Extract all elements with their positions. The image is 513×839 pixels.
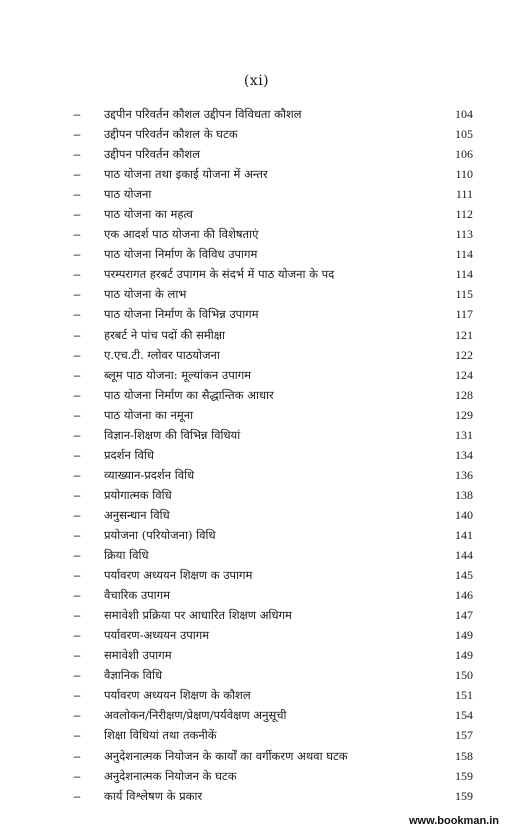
toc-entry	[0, 284, 513, 304]
toc-entry-dash: –	[73, 307, 81, 322]
toc-entry-dash: –	[73, 527, 81, 542]
toc-entry-dash: –	[73, 247, 81, 262]
toc-entry-dash: –	[73, 367, 81, 382]
toc-entry-page-number: 122	[455, 347, 473, 362]
toc-entry-title: ए.एच.टी. ग्लोवर पाठयोजना	[104, 347, 220, 362]
toc-entry	[0, 525, 513, 545]
toc-entry-dash: –	[73, 147, 81, 162]
toc-entry-page-number: 104	[455, 107, 473, 121]
toc-entry-dash: –	[73, 688, 81, 703]
toc-entry-page-number: 150	[455, 668, 473, 683]
toc-entry	[0, 124, 513, 144]
toc-entry-title: पाठ योजना तथा इकाई योजना में अन्तर	[104, 167, 268, 182]
toc-entry-dash: –	[73, 487, 81, 502]
toc-entry-page-number: 113	[455, 227, 473, 242]
toc-entry	[0, 164, 513, 184]
toc-entry-page-number: 136	[455, 467, 473, 482]
toc-entry-page-number: 112	[455, 207, 473, 222]
toc-entry-page-number: 159	[455, 768, 473, 783]
toc-entry	[0, 746, 513, 766]
toc-entry-page-number: 114	[455, 247, 473, 262]
toc-entry-page-number: 129	[455, 407, 473, 422]
toc-entry-dash: –	[73, 127, 81, 142]
toc-entry-dash: –	[73, 447, 81, 462]
toc-entry-dash: –	[73, 227, 81, 242]
toc-entry-title: अनुदेशनात्मक नियोजन के कार्यों का वर्गीकरण अथवा घटक	[104, 748, 348, 763]
toc-entry-page-number: 106	[455, 147, 473, 162]
toc-entry-title: पाठ योजना का नमूना	[104, 407, 194, 422]
toc-entry-page-number: 141	[455, 527, 473, 542]
toc-entry-title: पाठ योजना निर्माण का सैद्धान्तिक आधार	[104, 387, 274, 402]
toc-entry	[0, 184, 513, 204]
page-number-marker: (xi)	[243, 73, 270, 89]
toc-entry	[0, 365, 513, 385]
toc-entry-title: पर्यावरण अध्ययन शिक्षण क उपागम	[104, 568, 253, 583]
toc-entry-title: क्रिया विधि	[104, 548, 149, 563]
toc-entry	[0, 685, 513, 705]
toc-entry	[0, 485, 513, 505]
toc-entry	[0, 645, 513, 665]
publisher-url: www.bookman.in	[408, 815, 499, 827]
toc-entry-title: हरबर्ट ने पांच पदों की समीक्षा	[104, 327, 225, 342]
toc-entry	[0, 244, 513, 264]
toc-entry-page-number: 110	[455, 167, 473, 182]
toc-entry-title: वैज्ञानिक विधि	[104, 668, 163, 683]
toc-entry-title: उद्दपीन परिवर्तन कौशल उद्दीपन विविधता कौशल	[104, 107, 302, 121]
toc-entry	[0, 345, 513, 365]
toc-entry	[0, 705, 513, 725]
toc-entry-dash: –	[73, 768, 81, 783]
toc-entry	[0, 325, 513, 345]
toc-entry-dash: –	[73, 467, 81, 482]
toc-entry-dash: –	[73, 648, 81, 663]
toc-entry	[0, 625, 513, 645]
toc-entry	[0, 585, 513, 605]
toc-entry-title: पाठ योजना निर्माण के विभिन्न उपागम	[104, 307, 259, 322]
toc-entry-page-number: 159	[455, 788, 473, 803]
toc-entry-page-number: 117	[455, 307, 473, 322]
toc-entry	[0, 605, 513, 625]
toc-entry-page-number: 145	[455, 568, 473, 583]
toc-entry-title: व्याख्यान-प्रदर्शन विधि	[104, 467, 195, 482]
toc-entry	[0, 665, 513, 685]
toc-entry	[0, 725, 513, 745]
toc-entry-title: अनुदेशनात्मक नियोजन के घटक	[104, 768, 237, 783]
toc-entry-page-number: 151	[455, 688, 473, 703]
toc-entry-page-number: 131	[455, 427, 473, 442]
toc-entry-dash: –	[73, 788, 81, 803]
toc-entry-title: पाठ योजना का महत्व	[104, 207, 193, 222]
toc-entry-title: पर्यावरण-अध्ययन उपागम	[104, 628, 210, 643]
toc-entry-page-number: 149	[455, 628, 473, 643]
toc-entry	[0, 144, 513, 164]
toc-entry-page-number: 146	[455, 588, 473, 603]
toc-entry-dash: –	[73, 287, 81, 302]
toc-entry	[0, 766, 513, 786]
toc-entry-title: कार्य विश्लेषण के प्रकार	[104, 788, 203, 803]
toc-entry-dash: –	[73, 187, 81, 202]
toc-entry-dash: –	[73, 507, 81, 522]
toc-entry-page-number: 124	[455, 367, 473, 382]
toc-entry	[0, 545, 513, 565]
toc-entry-title: ब्लूम पाठ योजना: मूल्यांकन उपागम	[104, 367, 252, 382]
toc-entry-dash: –	[73, 327, 81, 342]
toc-entry	[0, 264, 513, 284]
toc-entry-title: पाठ योजना निर्माण के विविध उपागम	[104, 247, 258, 262]
table-of-contents	[0, 104, 513, 806]
toc-entry-dash: –	[73, 608, 81, 623]
toc-entry-dash: –	[73, 548, 81, 563]
toc-entry-page-number: 138	[455, 487, 473, 502]
toc-entry-dash: –	[73, 588, 81, 603]
toc-entry	[0, 204, 513, 224]
toc-entry-dash: –	[73, 628, 81, 643]
toc-entry-dash: –	[73, 347, 81, 362]
toc-entry-page-number: 154	[455, 708, 473, 723]
toc-entry-page-number: 157	[455, 728, 473, 743]
toc-entry-title: विज्ञान-शिक्षण की विभिन्न विधियां	[104, 427, 241, 442]
toc-entry-title: अवलोकन/निरीक्षण/प्रेक्षण/पर्यवेक्षण अनुसूची	[104, 708, 287, 723]
toc-entry	[0, 565, 513, 585]
toc-entry-page-number: 121	[455, 327, 473, 342]
toc-entry	[0, 304, 513, 324]
toc-entry-dash: –	[73, 748, 81, 763]
toc-entry-page-number: 147	[455, 608, 473, 623]
toc-entry-page-number: 114	[455, 267, 473, 282]
toc-entry-page-number: 158	[455, 748, 473, 763]
toc-entry-title: समावेशी उपागम	[104, 648, 172, 663]
toc-entry-title: शिक्षा विधियां तथा तकनीकें	[104, 728, 217, 743]
toc-entry	[0, 224, 513, 244]
toc-entry-title: प्रदर्शन विधि	[104, 447, 154, 462]
toc-entry-title: समावेशी प्रक्रिया पर आधारित शिक्षण अधिगम	[104, 608, 292, 623]
toc-entry-dash: –	[73, 668, 81, 683]
toc-entry	[0, 505, 513, 525]
toc-entry-dash: –	[73, 427, 81, 442]
toc-entry-dash: –	[73, 207, 81, 222]
toc-entry-page-number: 128	[455, 387, 473, 402]
toc-entry-title: पर्यावरण अध्ययन शिक्षण के कौशल	[104, 688, 251, 703]
toc-entry	[0, 786, 513, 806]
toc-entry-page-number: 111	[455, 187, 473, 202]
toc-entry	[0, 405, 513, 425]
toc-entry-title: परम्परागत हरबर्ट उपागम के संदर्भ में पाठ योजना के पद	[104, 267, 335, 282]
toc-entry-dash: –	[73, 167, 81, 182]
toc-entry-page-number: 140	[455, 507, 473, 522]
toc-entry-page-number: 149	[455, 648, 473, 663]
toc-entry-title: अनुसन्धान विधि	[104, 507, 170, 522]
toc-entry-title: प्रयोजना (परियोजना) विधि	[104, 527, 216, 542]
toc-entry-dash: –	[73, 407, 81, 422]
toc-entry-page-number: 144	[455, 548, 473, 563]
toc-entry-title: उद्दीपन परिवर्तन कौशल	[104, 147, 201, 162]
toc-entry-dash: –	[73, 267, 81, 282]
toc-entry-page-number: 134	[455, 447, 473, 462]
toc-entry-page-number: 105	[455, 127, 473, 142]
toc-entry-dash: –	[73, 568, 81, 583]
toc-entry	[0, 104, 513, 124]
toc-entry-title: प्रयोगात्मक विधि	[104, 487, 172, 502]
toc-entry-title: उद्दीपन परिवर्तन कौशल के घटक	[104, 127, 238, 142]
toc-entry-title: पाठ योजना के लाभ	[104, 287, 187, 302]
toc-entry	[0, 385, 513, 405]
toc-entry-title: वैचारिक उपागम	[104, 588, 171, 603]
toc-entry	[0, 445, 513, 465]
toc-entry-dash: –	[73, 708, 81, 723]
toc-entry-title: एक आदर्श पाठ योजना की विशेषताएं	[104, 227, 259, 242]
toc-entry	[0, 465, 513, 485]
toc-entry-dash: –	[73, 728, 81, 743]
toc-entry-title: पाठ योजना	[104, 187, 152, 202]
toc-entry-page-number: 115	[455, 287, 473, 302]
toc-entry-dash: –	[73, 107, 81, 121]
toc-entry	[0, 425, 513, 445]
toc-entry-dash: –	[73, 387, 81, 402]
